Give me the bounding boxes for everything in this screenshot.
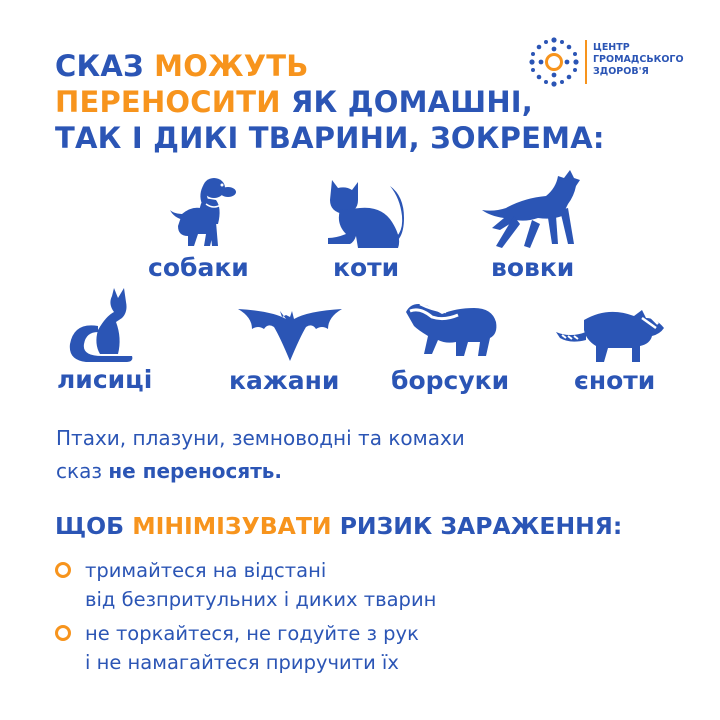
animal-label-cats: коти bbox=[333, 253, 400, 282]
prevention-heading: ЩОБ МІНІМІЗУВАТИ РИЗИК ЗАРАЖЕННЯ: bbox=[55, 512, 623, 540]
animal-label-badgers: борсуки bbox=[391, 366, 510, 395]
dog-icon bbox=[162, 170, 242, 250]
raccoon-item bbox=[554, 306, 666, 364]
wolf-icon bbox=[478, 168, 586, 252]
animal-label-foxes: лисиці bbox=[57, 365, 153, 394]
headline-line2: ПЕРЕНОСИТИ ЯК ДОМАШНІ, bbox=[55, 85, 534, 119]
headline-line3: ТАК І ДИКІ ТВАРИНИ, ЗОКРЕМА: bbox=[55, 121, 605, 155]
dog-item bbox=[162, 170, 242, 250]
cat-icon bbox=[318, 176, 408, 254]
bullet-ring-icon bbox=[55, 625, 71, 641]
animal-label-dogs: собаки bbox=[148, 253, 249, 282]
logo-divider bbox=[585, 40, 587, 84]
headline-line1: СКАЗ МОЖУТЬ bbox=[55, 49, 309, 83]
logo-text: ЦЕНТР ГРОМАДСЬКОГО ЗДОРОВ'Я bbox=[593, 42, 684, 77]
raccoon-icon bbox=[554, 306, 666, 364]
cat-item bbox=[318, 176, 408, 254]
bat-item bbox=[230, 305, 342, 365]
bat-icon bbox=[230, 305, 342, 365]
logo-emblem-icon bbox=[527, 36, 581, 88]
wolf-item bbox=[478, 168, 586, 252]
note-line1: Птахи, плазуни, земноводні та комахи bbox=[56, 426, 465, 450]
animal-label-wolves: вовки bbox=[491, 253, 575, 282]
animal-label-raccoons: єноти bbox=[574, 366, 656, 395]
note-text: Птахи, плазуни, земноводні та комахи сказ не переносять. bbox=[56, 426, 465, 483]
headline bbox=[55, 48, 605, 156]
badger-item bbox=[402, 292, 500, 360]
badger-icon bbox=[402, 292, 500, 360]
public-health-center-logo bbox=[527, 36, 684, 88]
bullet-ring-icon bbox=[55, 562, 71, 578]
animal-label-bats: кажани bbox=[229, 366, 340, 395]
fox-item bbox=[68, 286, 140, 364]
fox-icon bbox=[68, 286, 140, 364]
note-emphasis: не переносять. bbox=[108, 459, 283, 483]
